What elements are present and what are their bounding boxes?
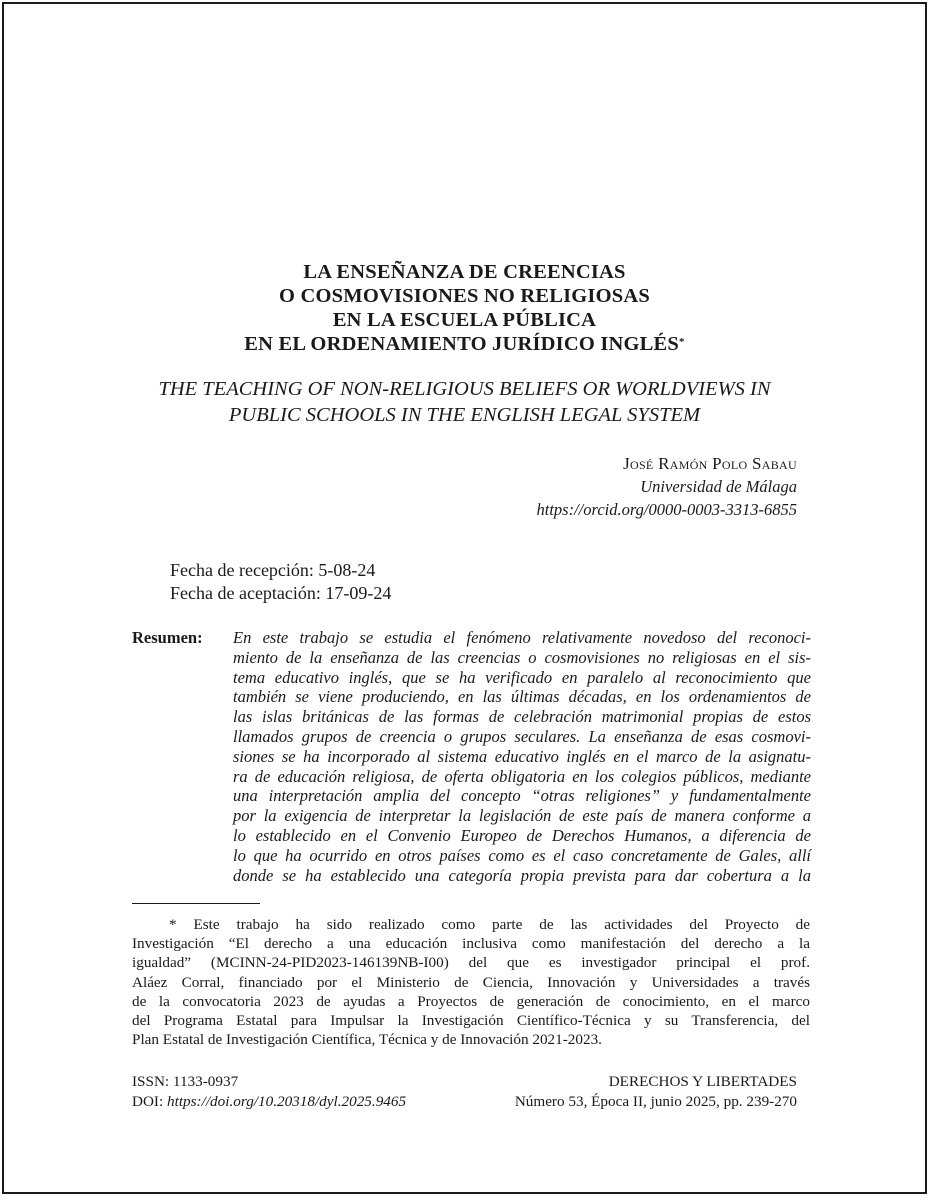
subtitle-line-1: THE TEACHING OF NON-RELIGIOUS BELIEFS OR WORLDVIEWS IN <box>158 378 771 400</box>
abstract-line: ra de educación religiosa, de oferta obligatoria en los colegios públicos, mediante <box>233 766 811 786</box>
accepted-date: Fecha de aceptación: 17-09-24 <box>170 583 392 603</box>
abstract-line: una interpretación amplia del concepto “otras religiones” y fundamentalmente <box>233 786 811 806</box>
title-line-2: O COSMOVISIONES NO RELIGIOSAS <box>279 285 650 307</box>
abstract-line: también se viene produciendo, en las últimas décadas, en los ordenamientos de <box>233 687 811 707</box>
article-title <box>4 260 925 356</box>
abstract-line: por la exigencia de interpretar la legislación de este país de manera conforme a <box>233 806 811 826</box>
footnote-line: Investigación “El derecho a una educación inclusiva como manifestación del derecho a la <box>132 935 810 953</box>
doi <box>132 1092 406 1112</box>
title-line-1: LA ENSEÑANZA DE CREENCIAS <box>303 261 626 283</box>
footer-left <box>132 1072 406 1111</box>
subtitle-line-2: PUBLIC SCHOOLS IN THE ENGLISH LEGAL SYSTEM <box>228 404 701 426</box>
footnote-line: igualdad” (MCINN-24-PID2023-146139NB-I00) del que es investigador principal el prof. <box>132 954 810 972</box>
footnote-line: Aláez Corral, financiado por el Ministerio de Ciencia, Innovación y Universidades a través <box>132 973 810 991</box>
abstract-line: miento de la enseñanza de las creencias o cosmovisiones no religiosas en el sis- <box>233 647 811 667</box>
author-block <box>537 452 797 521</box>
submission-dates <box>170 559 391 605</box>
abstract-line: lo establecido en el Convenio Europeo de Derechos Humanos, a diferencia de <box>233 825 811 845</box>
footnote <box>132 915 810 1049</box>
footnote-line: del Programa Estatal para Impulsar la Investigación Científico-Técnica y su Transferencia, del <box>132 1012 810 1030</box>
journal-name: DERECHOS Y LIBERTADES <box>608 1073 797 1090</box>
title-line-4 <box>4 332 925 356</box>
document-page <box>2 2 927 1194</box>
abstract-line: siones se ha incorporado al sistema educativo inglés en el marco de la asignatu- <box>233 746 811 766</box>
abstract-line: llamados grupos de creencia o grupos seculares. La enseñanza de esas cosmovi- <box>233 726 811 746</box>
author-orcid-link[interactable]: https://orcid.org/0000-0003-3313-6855 <box>536 500 797 519</box>
doi-label: DOI: <box>132 1092 168 1110</box>
article-subtitle-english <box>4 376 925 428</box>
abstract-line: las islas británicas de las formas de celebración matrimonial propias de estos <box>233 707 811 727</box>
abstract-line: lo que ha ocurrido en otros países como es el caso concretamente de Gales, allí <box>233 845 811 865</box>
doi-link[interactable]: https://doi.org/10.20318/dyl.2025.9465 <box>167 1092 407 1110</box>
footnote-line: * Este trabajo ha sido realizado como parte de las actividades del Proyecto de <box>169 916 810 933</box>
issn: ISSN: 1133-0937 <box>132 1073 239 1090</box>
author-affiliation: Universidad de Málaga <box>640 477 797 496</box>
abstract-line: En este trabajo se estudia el fenómeno relativamente novedoso del reconoci- <box>233 628 811 647</box>
footer-right <box>515 1072 797 1111</box>
footnote-line: de la convocatoria 2023 de ayudas a Proyectos de generación de conocimiento, en el marco <box>132 992 810 1010</box>
abstract-line: donde se ha establecido una categoría propia prevista para dar cobertura a la <box>233 865 811 885</box>
abstract-label: Resumen: <box>132 628 203 647</box>
footnote-line: Plan Estatal de Investigación Científica, Técnica y de Innovación 2021-2023. <box>132 1031 602 1049</box>
title-line-3: EN LA ESCUELA PÚBLICA <box>332 309 597 331</box>
title-footnote-mark[interactable]: * <box>679 336 685 348</box>
received-date: Fecha de recepción: 5-08-24 <box>170 560 376 580</box>
footnote-divider <box>132 903 260 904</box>
author-name: José Ramón Polo Sabau <box>623 454 797 473</box>
issue-info: Número 53, Época II, junio 2025, pp. 239-270 <box>514 1092 797 1110</box>
abstract-text <box>233 628 811 885</box>
title-line-4-text: EN EL ORDENAMIENTO JURÍDICO INGLÉS <box>244 333 680 355</box>
abstract-line: tema educativo inglés, que se ha verificado en paralelo al reconocimiento que <box>233 667 811 687</box>
